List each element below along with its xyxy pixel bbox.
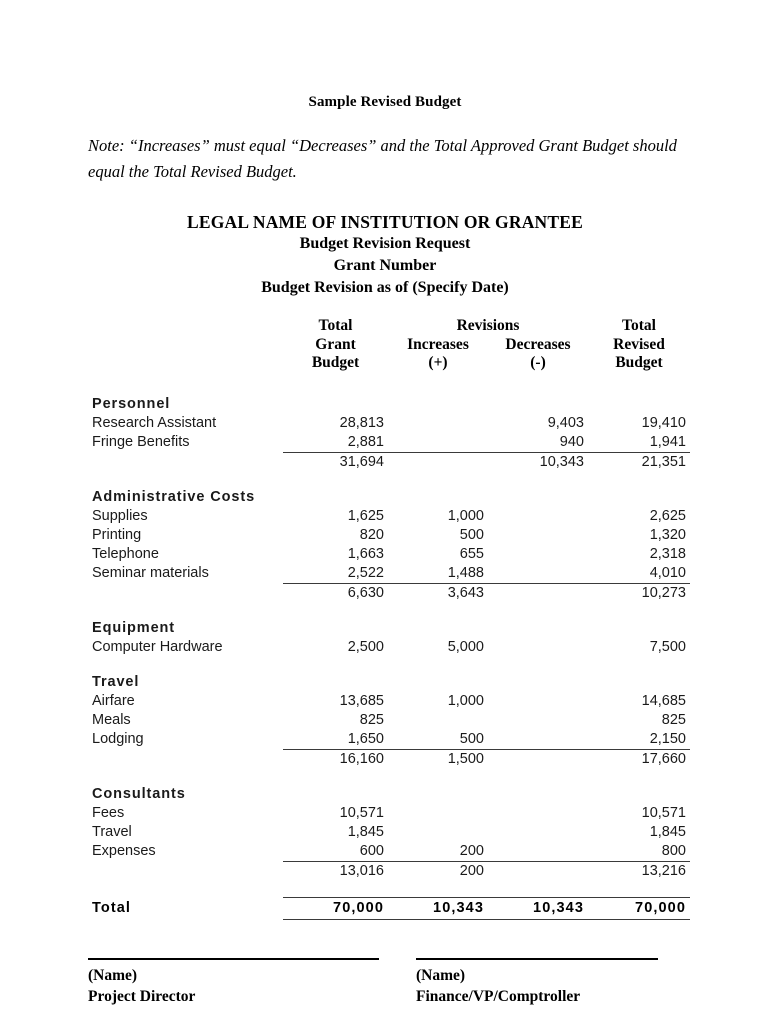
table-row (88, 507, 690, 526)
header-grant-l2: Grant (315, 335, 356, 353)
grand-total-cell-total-revised-budget: 70,000 (588, 897, 690, 919)
cell-total-grant-budget: 1,663 (347, 545, 384, 562)
spacer-cell (88, 769, 690, 785)
table-row (88, 842, 690, 862)
subtotal-cell-increases (388, 452, 488, 472)
section-header-blank (588, 785, 690, 804)
line-item-label: Printing (92, 526, 142, 543)
spacer-cell (88, 472, 690, 488)
cell-decreases: 9,403 (547, 414, 584, 431)
section-header-blank (283, 619, 388, 638)
cell-increases: 1,488 (447, 564, 484, 581)
section-gap (88, 881, 690, 898)
table-row (88, 545, 690, 564)
section-gap (88, 603, 690, 619)
budget-table (88, 317, 690, 920)
signature-name-placeholder: (Name) (88, 966, 138, 984)
table-row (88, 564, 690, 584)
cell-decreases (488, 823, 588, 842)
section-header-blank (283, 488, 388, 507)
section-header-blank (588, 619, 690, 638)
header-blank (88, 336, 283, 355)
grand-total-cell-total-grant-budget: 70,000 (283, 897, 388, 919)
signature-role: Finance/VP/Comptroller (416, 987, 581, 1005)
section-header-row (88, 673, 690, 692)
line-item-label: Airfare (92, 692, 135, 709)
cell-total-grant-budget: 1,650 (347, 730, 384, 747)
subtotal-cell-total-revised-budget: 10,273 (588, 583, 690, 603)
subtotal-cell-total-grant-budget: 31,694 (283, 452, 388, 472)
section-name: Travel (92, 673, 140, 690)
line-item-label: Supplies (92, 507, 148, 524)
cell-total-revised-budget: 2,150 (649, 730, 686, 747)
section-header-blank (283, 785, 388, 804)
section-header-blank (283, 673, 388, 692)
cell-increases: 1,000 (447, 507, 484, 524)
signature-role: Project Director (88, 987, 196, 1005)
header-increases-l3: (+) (428, 354, 448, 371)
cell-total-revised-budget: 14,685 (641, 692, 686, 709)
section-header-blank (488, 488, 588, 507)
cell-total-grant-budget: 10,571 (339, 804, 384, 821)
spacer-cell (88, 657, 690, 673)
line-item-label: Telephone (92, 545, 159, 562)
subtotal-cell-decreases (488, 749, 588, 769)
subtotal-label (88, 749, 283, 769)
signature-name-placeholder: (Name) (416, 966, 466, 984)
revision-date-line: Budget Revision as of (Specify Date) (261, 279, 509, 296)
section-header-blank (488, 395, 588, 414)
line-item-label: Computer Hardware (92, 638, 223, 655)
subtotal-label (88, 861, 283, 881)
cell-increases: 500 (459, 526, 484, 543)
cell-total-grant-budget: 1,625 (347, 507, 384, 524)
table-row (88, 526, 690, 545)
cell-total-revised-budget: 1,941 (649, 433, 686, 450)
cell-decreases (488, 692, 588, 711)
table-row (88, 692, 690, 711)
cell-total-revised-budget: 19,410 (641, 414, 686, 431)
table-row (88, 638, 690, 657)
cell-total-grant-budget: 820 (359, 526, 384, 543)
section-header-blank (388, 673, 488, 692)
cell-decreases (488, 730, 588, 750)
header-revised-l1: Total (622, 317, 656, 334)
cell-increases (388, 414, 488, 433)
section-name: Equipment (92, 619, 176, 636)
spacer-cell (88, 881, 690, 898)
section-header-blank (283, 395, 388, 414)
cell-decreases (488, 711, 588, 730)
cell-increases: 200 (459, 842, 484, 859)
table-row (88, 730, 690, 750)
section-name: Personnel (92, 395, 171, 412)
cell-total-revised-budget: 10,571 (641, 804, 686, 821)
section-gap (88, 657, 690, 673)
header-revisions-group: Revisions (456, 317, 520, 334)
cell-total-revised-budget: 825 (661, 711, 686, 728)
cell-decreases (488, 545, 588, 564)
header-increases-l2: Increases (407, 335, 469, 353)
section-name: Administrative Costs (92, 488, 256, 505)
subtotal-cell-total-grant-budget: 16,160 (283, 749, 388, 769)
section-subtotal-row (88, 749, 690, 769)
cell-decreases: 940 (559, 433, 584, 450)
section-header-row (88, 619, 690, 638)
subtotal-cell-total-grant-budget: 6,630 (283, 583, 388, 603)
cell-total-revised-budget: 1,320 (649, 526, 686, 543)
line-item-label: Fringe Benefits (92, 434, 190, 450)
line-item-label: Seminar materials (92, 565, 209, 581)
section-header-blank (488, 785, 588, 804)
section-subtotal-row (88, 583, 690, 603)
grant-number-line: Grant Number (333, 257, 437, 274)
header-body-gap (88, 373, 690, 395)
cell-increases: 1,000 (447, 692, 484, 709)
grand-total-row (88, 897, 690, 919)
request-type-line: Budget Revision Request (299, 235, 471, 252)
institution-heading-block (0, 185, 770, 299)
signature-block (88, 958, 688, 1007)
cell-total-grant-budget: 1,845 (347, 823, 384, 840)
section-header-blank (588, 673, 690, 692)
cell-total-grant-budget: 28,813 (339, 414, 384, 431)
cell-increases: 5,000 (447, 638, 484, 655)
table-header-row-1 (88, 317, 690, 336)
line-item-label: Fees (92, 804, 125, 821)
header-grant-l3: Budget (311, 354, 360, 371)
table-row (88, 433, 690, 453)
institution-name-line: LEGAL NAME OF INSTITUTION OR GRANTEE (187, 212, 583, 232)
subtotal-cell-decreases (488, 583, 588, 603)
header-decreases-l2: Decreases (505, 335, 571, 353)
page-title: Sample Revised Budget (308, 94, 462, 110)
header-grant-l1: Total (318, 317, 353, 334)
header-blank (88, 317, 283, 336)
cell-total-revised-budget: 2,625 (649, 507, 686, 524)
table-row (88, 804, 690, 823)
cell-total-grant-budget: 600 (359, 842, 384, 859)
line-item-label: Expenses (92, 843, 156, 859)
subtotal-cell-total-grant-budget: 13,016 (283, 861, 388, 881)
cell-total-grant-budget: 2,500 (347, 638, 384, 655)
line-item-label: Lodging (92, 731, 144, 747)
subtotal-label (88, 583, 283, 603)
section-name: Consultants (92, 785, 186, 802)
section-gap (88, 769, 690, 785)
section-header-row (88, 395, 690, 414)
section-header-blank (388, 619, 488, 638)
subtotal-cell-increases: 200 (388, 861, 488, 881)
cell-increases (388, 711, 488, 730)
section-header-blank (388, 395, 488, 414)
header-revised-l3: Budget (615, 354, 663, 371)
subtotal-cell-total-revised-budget: 17,660 (588, 749, 690, 769)
signature-project-director (88, 958, 379, 1007)
table-header-row-3 (88, 354, 690, 373)
cell-decreases (488, 804, 588, 823)
cell-total-revised-budget: 4,010 (649, 564, 686, 581)
header-blank (88, 354, 283, 373)
budget-table-wrapper (0, 317, 770, 920)
cell-increases: 500 (459, 730, 484, 747)
cell-total-grant-budget: 13,685 (339, 692, 384, 709)
signature-line[interactable] (88, 958, 379, 960)
line-item-label: Research Assistant (92, 414, 217, 431)
section-subtotal-row (88, 452, 690, 472)
cell-total-revised-budget: 2,318 (649, 545, 686, 562)
instruction-note: Note: “Increases” must equal “Decreases” and the Total Approved Grant Budget should equal the Total Revised Budget. (88, 136, 677, 181)
line-item-label: Travel (92, 823, 132, 840)
spacer-cell (88, 603, 690, 619)
cell-decreases (488, 638, 588, 657)
section-subtotal-row (88, 861, 690, 881)
section-header-blank (588, 395, 690, 414)
grand-total-cell-increases: 10,343 (388, 897, 488, 919)
section-header-blank (388, 488, 488, 507)
grand-total-cell-decreases: 10,343 (488, 897, 588, 919)
subtotal-cell-total-revised-budget: 13,216 (588, 861, 690, 881)
cell-decreases (488, 526, 588, 545)
section-header-blank (588, 488, 690, 507)
section-header-row (88, 785, 690, 804)
section-header-row (88, 488, 690, 507)
cell-increases: 655 (459, 545, 484, 562)
cell-decreases (488, 842, 588, 862)
subtotal-cell-decreases (488, 861, 588, 881)
cell-decreases (488, 564, 588, 584)
cell-increases (388, 823, 488, 842)
signature-finance-comptroller (416, 958, 658, 1007)
cell-decreases (488, 507, 588, 526)
cell-total-grant-budget: 2,522 (347, 564, 384, 581)
subtotal-cell-total-revised-budget: 21,351 (588, 452, 690, 472)
table-header-row-2 (88, 336, 690, 355)
table-row (88, 711, 690, 730)
subtotal-cell-increases: 1,500 (388, 749, 488, 769)
cell-total-revised-budget: 1,845 (649, 823, 686, 840)
cell-total-revised-budget: 7,500 (649, 638, 686, 655)
line-item-label: Meals (92, 711, 131, 728)
spacer-cell (88, 373, 690, 395)
section-header-blank (488, 673, 588, 692)
table-row (88, 823, 690, 842)
subtotal-cell-increases: 3,643 (388, 583, 488, 603)
header-revised-l2: Revised (613, 335, 665, 353)
section-header-blank (488, 619, 588, 638)
cell-total-revised-budget: 800 (661, 842, 686, 859)
signature-line[interactable] (416, 958, 658, 960)
table-row (88, 414, 690, 433)
cell-increases (388, 804, 488, 823)
subtotal-cell-decreases: 10,343 (488, 452, 588, 472)
grand-total-label: Total (92, 900, 132, 916)
section-header-blank (388, 785, 488, 804)
cell-total-grant-budget: 2,881 (347, 433, 384, 450)
section-gap (88, 472, 690, 488)
subtotal-label (88, 452, 283, 472)
header-decreases-l3: (-) (530, 354, 546, 371)
cell-total-grant-budget: 825 (359, 711, 384, 728)
cell-increases (388, 433, 488, 453)
